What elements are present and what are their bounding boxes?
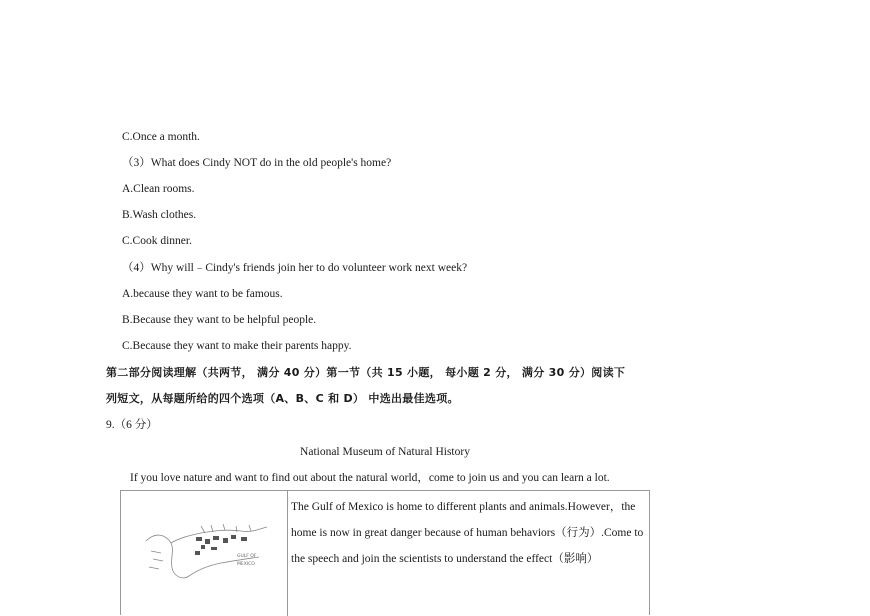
passage-table — [120, 490, 650, 615]
q4-option-c: C.Because they want to make their parents happy. — [122, 340, 352, 352]
table-divider — [287, 491, 288, 616]
cell-line-1: The Gulf of Mexico is home to different plants and animals.However，the — [291, 501, 636, 513]
q3-option-b: B.Wash clothes. — [122, 209, 197, 221]
q2-option-c: C.Once a month. — [122, 131, 200, 143]
section-header-line1: 第二部分阅读理解（共两节， 满分 40 分）第一节（共 15 小题， 每小题 2 分， 满分 30 分）阅读下 — [106, 366, 626, 379]
q4-stem: （4）Why will﹣Cindy's friends join her to do volunteer work next week? — [122, 262, 468, 274]
gulf-map-image — [141, 521, 271, 581]
section-header-line2: 列短文，从每题所给的四个选项（A、B、C 和 D） 中选出最佳选项。 — [106, 392, 459, 405]
passage-intro: If you love nature and want to find out about the natural world，come to join us and you can learn a lot. — [130, 472, 610, 484]
cell-line-2: home is now in great danger because of human behaviors（行为）.Come to — [291, 527, 644, 539]
q4-option-a: A.because they want to be famous. — [122, 288, 283, 300]
q3-stem: （3）What does Cindy NOT do in the old people's home? — [122, 157, 392, 169]
cell-line-3: the speech and join the scientists to understand the effect（影响） — [291, 553, 599, 565]
q4-option-b: B.Because they want to be helpful people. — [122, 314, 317, 326]
q3-option-a: A.Clean rooms. — [122, 183, 195, 195]
q9-number: 9.（6 分） — [106, 419, 158, 431]
q3-option-c: C.Cook dinner. — [122, 235, 192, 247]
passage-title: National Museum of Natural History — [300, 446, 470, 458]
map-label-1: GULF OF — [237, 554, 257, 559]
map-label-2: MEXICO — [237, 562, 255, 567]
